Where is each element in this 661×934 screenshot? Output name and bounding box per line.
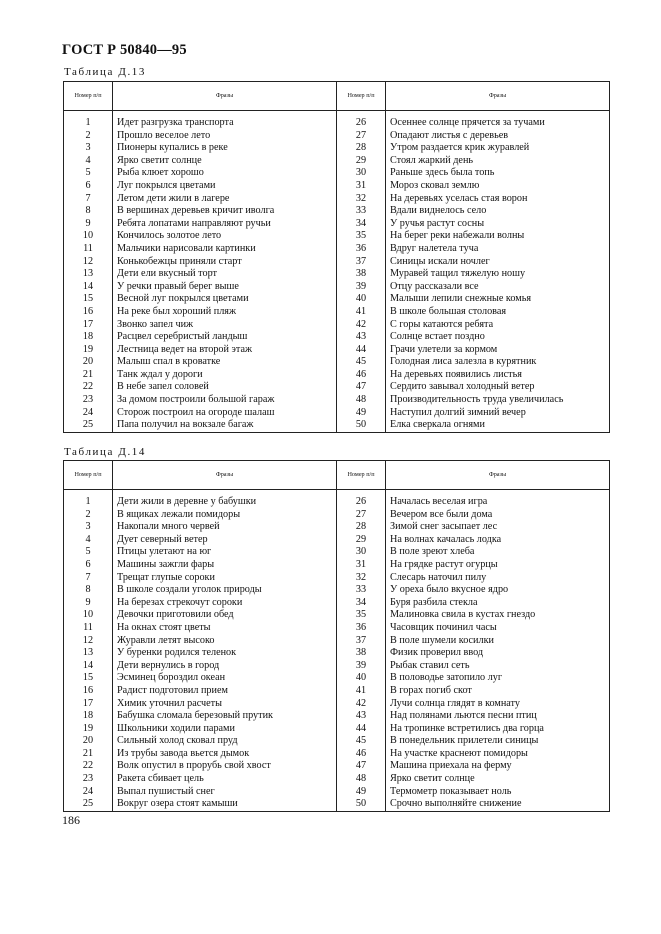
table-row — [64, 381, 610, 394]
row-number: 35 — [337, 230, 386, 243]
row-number: 32 — [337, 193, 386, 206]
row-number: 27 — [337, 509, 386, 522]
table-row — [64, 293, 610, 306]
row-number: 48 — [337, 773, 386, 786]
phrase-text: Танк ждал у дороги — [113, 369, 337, 382]
row-number: 27 — [337, 130, 386, 143]
phrase-text: С горы катаются ребята — [386, 319, 610, 332]
row-number: 38 — [337, 268, 386, 281]
phrase-text: Журавли летят высоко — [113, 635, 337, 648]
table-row — [64, 622, 610, 635]
phrase-text: На волнах качалась лодка — [386, 534, 610, 547]
row-number: 33 — [337, 584, 386, 597]
row-number: 46 — [337, 369, 386, 382]
phrase-text: Отцу рассказали все — [386, 281, 610, 294]
table-row — [64, 306, 610, 319]
row-number: 19 — [64, 344, 113, 357]
row-number: 34 — [337, 597, 386, 610]
phrase-text: Срочно выполняйте снижение — [386, 798, 610, 811]
table-row — [64, 230, 610, 243]
row-number: 36 — [337, 622, 386, 635]
phrase-text: Школьники ходили парами — [113, 723, 337, 736]
row-number: 20 — [64, 356, 113, 369]
column-header-phrase: Фразы — [386, 82, 610, 111]
phrase-text: Бабушка сломала березовый прутик — [113, 710, 337, 723]
phrase-text: Осеннее солнце прячется за тучами — [386, 117, 610, 130]
row-number: 23 — [64, 394, 113, 407]
phrase-text: Вдруг налетела туча — [386, 243, 610, 256]
row-number: 18 — [64, 331, 113, 344]
phrase-text: Птицы улетают на юг — [113, 546, 337, 559]
table-row — [64, 735, 610, 748]
column-header-phrase: Фразы — [113, 461, 337, 490]
table-row — [64, 572, 610, 585]
phrase-text: Расцвел серебристый ландыш — [113, 331, 337, 344]
column-header-phrase: Фразы — [113, 82, 337, 111]
phrase-text: Производительность труда увеличилась — [386, 394, 610, 407]
phrase-text: Пионеры купались в реке — [113, 142, 337, 155]
table-row — [64, 193, 610, 206]
table-caption: Таблица Д.13 — [64, 66, 146, 78]
phrase-text: Трещат глупые сороки — [113, 572, 337, 585]
column-header-phrase: Фразы — [386, 461, 610, 490]
phrase-text: Термометр показывает ноль — [386, 786, 610, 799]
row-number: 44 — [337, 344, 386, 357]
table-row — [64, 786, 610, 799]
phrase-text: Эсминец бороздил океан — [113, 672, 337, 685]
row-number: 30 — [337, 546, 386, 559]
row-number: 9 — [64, 218, 113, 231]
phrase-table — [63, 81, 610, 433]
phrase-text: Лестница ведет на второй этаж — [113, 344, 337, 357]
table-row — [64, 319, 610, 332]
phrase-text: Сторож построил на огороде шалаш — [113, 407, 337, 420]
table-row — [64, 394, 610, 407]
table-row — [64, 660, 610, 673]
row-number: 44 — [337, 723, 386, 736]
row-number: 4 — [64, 155, 113, 168]
phrase-text: В ящиках лежали помидоры — [113, 509, 337, 522]
row-number: 13 — [64, 268, 113, 281]
row-number: 28 — [337, 521, 386, 534]
phrase-text: Машина приехала на ферму — [386, 760, 610, 773]
row-number: 16 — [64, 306, 113, 319]
row-number: 33 — [337, 205, 386, 218]
phrase-text: Ярко светит солнце — [386, 773, 610, 786]
row-number: 2 — [64, 509, 113, 522]
row-number: 45 — [337, 356, 386, 369]
table-row — [64, 167, 610, 180]
row-number: 12 — [64, 256, 113, 269]
column-header-number: Номер п/п — [337, 461, 386, 490]
table-row — [64, 356, 610, 369]
table-row — [64, 218, 610, 231]
table-row — [64, 268, 610, 281]
table-row — [64, 748, 610, 761]
phrase-text: В поле шумели косилки — [386, 635, 610, 648]
table-row — [64, 647, 610, 660]
row-number: 10 — [64, 609, 113, 622]
row-number: 49 — [337, 786, 386, 799]
phrase-text: Химик уточнил расчеты — [113, 698, 337, 711]
table-row — [64, 609, 610, 622]
phrase-text: Лучи солнца глядят в комнату — [386, 698, 610, 711]
row-number: 18 — [64, 710, 113, 723]
phrase-text: Ярко светит солнце — [113, 155, 337, 168]
row-number: 1 — [64, 117, 113, 130]
phrase-text: На берег реки набежали волны — [386, 230, 610, 243]
phrase-text: Дети вернулись в город — [113, 660, 337, 673]
phrase-text: Девочки приготовили обед — [113, 609, 337, 622]
table-header-row — [64, 82, 610, 111]
phrase-text: На деревьях уселась стая ворон — [386, 193, 610, 206]
row-number: 42 — [337, 319, 386, 332]
phrase-text: У речки правый берег выше — [113, 281, 337, 294]
row-number: 43 — [337, 710, 386, 723]
phrase-text: Малыш спал в кроватке — [113, 356, 337, 369]
column-header-number: Номер п/п — [337, 82, 386, 111]
row-number: 32 — [337, 572, 386, 585]
phrase-text: У ореха было вкусное ядро — [386, 584, 610, 597]
table-row — [64, 142, 610, 155]
table-row — [64, 256, 610, 269]
row-number: 26 — [337, 117, 386, 130]
row-number: 43 — [337, 331, 386, 344]
table-row — [64, 521, 610, 534]
row-number: 45 — [337, 735, 386, 748]
phrase-text: Мороз сковал землю — [386, 180, 610, 193]
table-row — [64, 672, 610, 685]
phrase-text: В школе создали уголок природы — [113, 584, 337, 597]
row-number: 21 — [64, 748, 113, 761]
table-row — [64, 559, 610, 572]
page-number: 186 — [62, 813, 80, 827]
phrase-text: Вечером все были дома — [386, 509, 610, 522]
phrase-text: В вершинах деревьев кричит иволга — [113, 205, 337, 218]
row-number: 3 — [64, 142, 113, 155]
row-number: 31 — [337, 559, 386, 572]
row-number: 25 — [64, 798, 113, 811]
table-row — [64, 546, 610, 559]
phrase-text: В горах погиб скот — [386, 685, 610, 698]
row-number: 5 — [64, 546, 113, 559]
phrase-text: В половодье затопило луг — [386, 672, 610, 685]
row-number: 17 — [64, 319, 113, 332]
table-row — [64, 534, 610, 547]
phrase-text: Рыбак ставил сеть — [386, 660, 610, 673]
row-number: 22 — [64, 760, 113, 773]
row-number: 40 — [337, 293, 386, 306]
phrase-text: Ребята лопатами направляют ручьи — [113, 218, 337, 231]
row-number: 29 — [337, 155, 386, 168]
row-number: 7 — [64, 572, 113, 585]
row-number: 17 — [64, 698, 113, 711]
row-number: 16 — [64, 685, 113, 698]
phrase-text: У ручья растут сосны — [386, 218, 610, 231]
phrase-text: За домом построили большой гараж — [113, 394, 337, 407]
table-row — [64, 117, 610, 130]
phrase-text: На участке краснеют помидоры — [386, 748, 610, 761]
table-row — [64, 584, 610, 597]
row-number: 34 — [337, 218, 386, 231]
phrase-text: Конькобежцы приняли старт — [113, 256, 337, 269]
row-number: 14 — [64, 281, 113, 294]
phrase-text: Слесарь наточил пилу — [386, 572, 610, 585]
phrase-text: Малыши лепили снежные комья — [386, 293, 610, 306]
table-row — [64, 509, 610, 522]
phrase-text: Началась веселая игра — [386, 496, 610, 509]
row-number: 35 — [337, 609, 386, 622]
phrase-text: Вокруг озера стоят камыши — [113, 798, 337, 811]
phrase-text: На березах стрекочут сороки — [113, 597, 337, 610]
column-header-number: Номер п/п — [64, 82, 113, 111]
row-number: 14 — [64, 660, 113, 673]
table-row — [64, 698, 610, 711]
phrase-text: Солнце встает поздно — [386, 331, 610, 344]
phrase-text: Прошло веселое лето — [113, 130, 337, 143]
phrase-text: Малиновка свила в кустах гнездо — [386, 609, 610, 622]
row-number: 1 — [64, 496, 113, 509]
phrase-text: Весной луг покрылся цветами — [113, 293, 337, 306]
table-row — [64, 369, 610, 382]
row-number: 42 — [337, 698, 386, 711]
row-number: 7 — [64, 193, 113, 206]
row-number: 23 — [64, 773, 113, 786]
phrase-text: Сильный холод сковал пруд — [113, 735, 337, 748]
phrase-text: Волк опустил в прорубь свой хвост — [113, 760, 337, 773]
row-number: 37 — [337, 256, 386, 269]
phrase-text: Физик проверил ввод — [386, 647, 610, 660]
phrase-text: Луг покрылся цветами — [113, 180, 337, 193]
phrase-text: Утром раздается крик журавлей — [386, 142, 610, 155]
row-number: 3 — [64, 521, 113, 534]
phrase-text: Рыба клюет хорошо — [113, 167, 337, 180]
phrase-text: На грядке растут огурцы — [386, 559, 610, 572]
phrase-text: У буренки родился теленок — [113, 647, 337, 660]
row-number: 49 — [337, 407, 386, 420]
table-row — [64, 496, 610, 509]
table-row — [64, 155, 610, 168]
table-row — [64, 419, 610, 432]
phrase-text: Идет разгрузка транспорта — [113, 117, 337, 130]
row-number: 13 — [64, 647, 113, 660]
phrase-text: Грачи улетели за кормом — [386, 344, 610, 357]
phrase-text: Раньше здесь была топь — [386, 167, 610, 180]
row-number: 25 — [64, 419, 113, 432]
phrase-text: На реке был хороший пляж — [113, 306, 337, 319]
table-row — [64, 281, 610, 294]
row-number: 50 — [337, 798, 386, 811]
phrase-text: Папа получил на вокзале багаж — [113, 419, 337, 432]
row-number: 9 — [64, 597, 113, 610]
phrase-text: Вдали виднелось село — [386, 205, 610, 218]
row-number: 4 — [64, 534, 113, 547]
row-number: 47 — [337, 760, 386, 773]
row-number: 47 — [337, 381, 386, 394]
phrase-text: Ракета сбивает цель — [113, 773, 337, 786]
row-number: 39 — [337, 281, 386, 294]
row-number: 8 — [64, 205, 113, 218]
row-number: 30 — [337, 167, 386, 180]
table-row — [64, 685, 610, 698]
phrase-text: Голодная лиса залезла в курятник — [386, 356, 610, 369]
table-caption: Таблица Д.14 — [64, 446, 146, 458]
row-number: 19 — [64, 723, 113, 736]
phrase-text: На окнах стоят цветы — [113, 622, 337, 635]
row-number: 36 — [337, 243, 386, 256]
table-header-row — [64, 461, 610, 490]
row-number: 15 — [64, 293, 113, 306]
phrase-text: Наступил долгий зимний вечер — [386, 407, 610, 420]
phrase-text: Буря разбила стекла — [386, 597, 610, 610]
table-row — [64, 180, 610, 193]
row-number: 24 — [64, 786, 113, 799]
row-number: 15 — [64, 672, 113, 685]
phrase-text: На тропинке встретились два горца — [386, 723, 610, 736]
row-number: 22 — [64, 381, 113, 394]
phrase-text: Из трубы завода вьется дымок — [113, 748, 337, 761]
table-row — [64, 710, 610, 723]
row-number: 28 — [337, 142, 386, 155]
table-row — [64, 331, 610, 344]
phrase-text: Мальчики нарисовали картинки — [113, 243, 337, 256]
row-number: 31 — [337, 180, 386, 193]
row-number: 50 — [337, 419, 386, 432]
row-number: 2 — [64, 130, 113, 143]
row-number: 24 — [64, 407, 113, 420]
phrase-text: В небе запел соловей — [113, 381, 337, 394]
row-number: 48 — [337, 394, 386, 407]
phrase-text: Елка сверкала огнями — [386, 419, 610, 432]
phrase-text: Дети жили в деревне у бабушки — [113, 496, 337, 509]
row-number: 40 — [337, 672, 386, 685]
row-number: 21 — [64, 369, 113, 382]
table-row — [64, 773, 610, 786]
row-number: 46 — [337, 748, 386, 761]
phrase-text: Кончилось золотое лето — [113, 230, 337, 243]
column-header-number: Номер п/п — [64, 461, 113, 490]
phrase-text: Выпал пушистый снег — [113, 786, 337, 799]
phrase-text: Часовщик починил часы — [386, 622, 610, 635]
row-number: 38 — [337, 647, 386, 660]
phrase-table — [63, 460, 610, 812]
phrase-text: Муравей тащил тяжелую ношу — [386, 268, 610, 281]
phrase-text: Сердито завывал холодный ветер — [386, 381, 610, 394]
phrase-text: Машины зажгли фары — [113, 559, 337, 572]
row-number: 5 — [64, 167, 113, 180]
row-number: 39 — [337, 660, 386, 673]
phrase-text: На деревьях появились листья — [386, 369, 610, 382]
phrase-text: В поле зреют хлеба — [386, 546, 610, 559]
phrase-text: Дети ели вкусный торт — [113, 268, 337, 281]
row-number: 20 — [64, 735, 113, 748]
row-number: 41 — [337, 306, 386, 319]
table-row — [64, 798, 610, 811]
phrase-text: Опадают листья с деревьев — [386, 130, 610, 143]
row-number: 12 — [64, 635, 113, 648]
table-row — [64, 723, 610, 736]
row-number: 37 — [337, 635, 386, 648]
row-number: 8 — [64, 584, 113, 597]
row-number: 41 — [337, 685, 386, 698]
phrase-text: В школе большая столовая — [386, 306, 610, 319]
row-number: 29 — [337, 534, 386, 547]
row-number: 26 — [337, 496, 386, 509]
table-row — [64, 243, 610, 256]
row-number: 10 — [64, 230, 113, 243]
phrase-text: Звонко запел чиж — [113, 319, 337, 332]
phrase-text: Зимой снег засыпает лес — [386, 521, 610, 534]
phrase-text: Над полянами льются песни птиц — [386, 710, 610, 723]
row-number: 11 — [64, 622, 113, 635]
phrase-text: В понедельник прилетели синицы — [386, 735, 610, 748]
table-row — [64, 635, 610, 648]
row-number: 11 — [64, 243, 113, 256]
phrase-text: Синицы искали ночлег — [386, 256, 610, 269]
phrase-text: Летом дети жили в лагере — [113, 193, 337, 206]
table-row — [64, 597, 610, 610]
document-header: ГОСТ Р 50840—95 — [62, 42, 187, 58]
table-row — [64, 407, 610, 420]
table-row — [64, 130, 610, 143]
phrase-text: Стоял жаркий день — [386, 155, 610, 168]
row-number: 6 — [64, 180, 113, 193]
row-number: 6 — [64, 559, 113, 572]
table-row — [64, 760, 610, 773]
table-row — [64, 205, 610, 218]
phrase-text: Радист подготовил прием — [113, 685, 337, 698]
phrase-text: Накопали много червей — [113, 521, 337, 534]
table-row — [64, 344, 610, 357]
phrase-text: Дует северный ветер — [113, 534, 337, 547]
